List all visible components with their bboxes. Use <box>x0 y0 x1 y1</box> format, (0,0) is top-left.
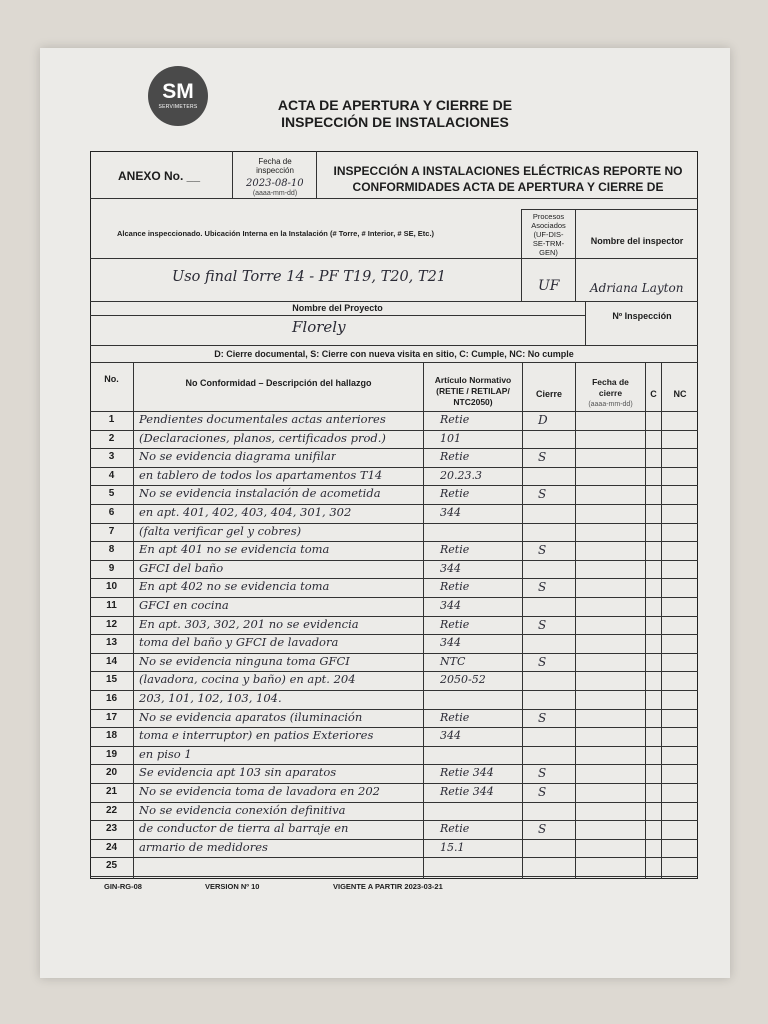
row-number: 25 <box>105 860 118 872</box>
articulo-normativo: Retie <box>440 450 470 464</box>
no-inspeccion-label: Nº Inspección <box>612 311 672 321</box>
finding-description: Se evidencia apt 103 sin aparatos <box>139 765 337 780</box>
articulo-normativo: 344 <box>440 506 461 519</box>
row-number: 19 <box>105 748 118 760</box>
articulo-normativo: 101 <box>440 431 461 445</box>
row-number: 17 <box>105 711 118 723</box>
finding-description: No se evidencia diagrama unifilar <box>139 449 337 464</box>
finding-description: GFCI del baño <box>139 560 224 575</box>
col-header-nc: NC <box>673 389 687 399</box>
cierre-value: S <box>538 654 547 669</box>
finding-description: (falta verificar gel y cobres) <box>139 523 302 538</box>
cierre-value: S <box>538 710 547 725</box>
articulo-normativo: Retie <box>440 413 470 426</box>
articulo-normativo: 20.23.3 <box>440 468 482 482</box>
finding-description: en tablero de todos los apartamentos T14 <box>139 467 383 482</box>
finding-description: (lavadora, cocina y baño) en apt. 204 <box>139 672 356 687</box>
proyecto-value: Florely <box>292 318 346 336</box>
finding-description: toma e interruptor) en patios Exteriores <box>139 728 374 743</box>
articulo-normativo: NTC <box>440 654 466 668</box>
alcance-value: Uso final Torre 14 - PF T19, T20, T21 <box>172 269 447 285</box>
finding-description: No se evidencia instalación de acometida <box>139 486 381 501</box>
row-number: 2 <box>108 432 115 444</box>
finding-description: de conductor de tierra al barraje en <box>139 821 349 836</box>
cierre-value: S <box>538 543 547 558</box>
row-number: 4 <box>108 469 115 481</box>
articulo-normativo: Retie <box>440 543 470 557</box>
articulo-normativo: 15.1 <box>440 840 465 854</box>
row-number: 7 <box>108 525 115 537</box>
articulo-normativo: 2050-52 <box>440 673 486 687</box>
finding-description: En apt 402 no se evidencia toma <box>139 579 330 594</box>
finding-description: toma del baño y GFCI de lavadora <box>139 635 339 650</box>
col-header-fecha-cierre: Fecha de cierre (aaaa-mm-dd) <box>588 377 633 408</box>
finding-description: En apt. 303, 302, 201 no se evidencia <box>139 616 359 631</box>
row-number: 3 <box>108 451 115 463</box>
finding-description: Pendientes documentales actas anteriores <box>139 412 386 426</box>
alcance-label: Alcance inspeccionado. Ubicación Interna en la Instalación (# Torre, # Interior, # SE, Etc.) <box>117 229 435 238</box>
cierre-value: S <box>538 785 547 799</box>
row-number: 15 <box>105 674 118 686</box>
col-header-no: No. <box>104 374 119 384</box>
row-number: 20 <box>105 767 118 779</box>
finding-description: No se evidencia conexión definitiva <box>139 802 346 817</box>
row-number: 16 <box>105 693 118 704</box>
articulo-normativo: Retie <box>440 710 470 724</box>
row-number: 1 <box>108 414 115 425</box>
finding-description: No se evidencia ninguna toma GFCI <box>139 653 350 668</box>
inspector-label: Nombre del inspector <box>590 236 684 246</box>
fecha-format-hint: (aaaa-mm-dd) <box>252 190 298 197</box>
main-heading: INSPECCIÓN A INSTALACIONES ELÉCTRICAS REPORTE NO CONFORMIDADES ACTA DE APERTURA Y CIERRE DE <box>333 164 683 194</box>
col-header-desc: No Conformidad – Descripción del hallazgo <box>185 378 372 388</box>
row-number: 21 <box>105 786 118 797</box>
inspector-signature: Adriana Layton <box>590 281 684 295</box>
row-number: 10 <box>105 581 118 593</box>
row-number: 14 <box>105 655 118 667</box>
row-number: 12 <box>105 618 118 630</box>
procesos-label: Procesos Asociados (UF-DIS- SE-TRM- GEN) <box>531 212 566 257</box>
finding-description: armario de medidores <box>139 839 268 854</box>
col-header-c: C <box>650 389 657 399</box>
articulo-normativo: Retie 344 <box>440 766 494 780</box>
articulo-normativo: Retie <box>440 487 470 501</box>
finding-description: No se evidencia toma de lavadora en 202 <box>139 784 380 798</box>
cierre-value: S <box>538 766 547 781</box>
col-header-articulo: Artículo Normativo (RETIE / RETILAP/ NTC2050) <box>434 375 512 407</box>
form-version: VERSION Nº 10 <box>205 882 260 891</box>
articulo-normativo: 344 <box>440 561 461 575</box>
finding-description: en apt. 401, 402, 403, 404, 301, 302 <box>139 505 352 519</box>
row-number: 5 <box>108 488 115 500</box>
finding-description: En apt 401 no se evidencia toma <box>139 542 330 557</box>
form-code: GIN-RG-08 <box>104 882 142 891</box>
finding-description: en piso 1 <box>139 746 192 761</box>
row-number: 24 <box>105 841 118 853</box>
cierre-value: S <box>538 580 547 595</box>
cierre-value: S <box>538 487 547 502</box>
document-title: ACTA DE APERTURA Y CIERRE DE INSPECCIÓN DE INSTALACIONES <box>277 97 513 130</box>
cierre-value: S <box>538 450 547 465</box>
articulo-normativo: Retie <box>440 617 470 631</box>
fecha-inspeccion-value: 2023-08-10 <box>246 178 304 189</box>
row-number: 22 <box>105 804 118 816</box>
finding-description: GFCI en cocina <box>139 598 229 612</box>
legend: D: Cierre documental, S: Cierre con nueva visita en sitio, C: Cumple, NC: No cumple <box>214 349 574 359</box>
row-number: 6 <box>108 507 115 518</box>
articulo-normativo: 344 <box>440 636 461 650</box>
row-number: 8 <box>108 544 115 556</box>
finding-description: 203, 101, 102, 103, 104. <box>139 691 282 705</box>
cierre-value: S <box>538 822 547 837</box>
articulo-normativo: 344 <box>440 729 461 743</box>
articulo-normativo: Retie <box>440 822 470 836</box>
proyecto-label: Nombre del Proyecto <box>292 303 383 313</box>
fecha-inspeccion-label: Fecha de inspección <box>256 157 294 175</box>
row-number: 13 <box>105 637 118 649</box>
cierre-value: S <box>538 617 547 632</box>
anexo-label: ANEXO No. __ <box>118 169 201 183</box>
col-header-cierre: Cierre <box>535 389 562 399</box>
row-number: 18 <box>105 730 118 742</box>
form-vigente: VIGENTE A PARTIR 2023-03-21 <box>333 882 443 891</box>
articulo-normativo: 344 <box>440 599 461 612</box>
row-number: 23 <box>105 823 118 835</box>
procesos-value: UF <box>538 278 560 294</box>
company-logo: SM SERVIMETERS <box>148 66 208 126</box>
row-number: 9 <box>108 562 115 574</box>
articulo-normativo: Retie 344 <box>440 785 494 798</box>
finding-description: (Declaraciones, planos, certificados prod.) <box>139 430 386 445</box>
row-number: 11 <box>106 600 117 611</box>
articulo-normativo: Retie <box>440 580 470 594</box>
cierre-value: D <box>538 413 548 427</box>
finding-description: No se evidencia aparatos (iluminación <box>139 709 363 724</box>
